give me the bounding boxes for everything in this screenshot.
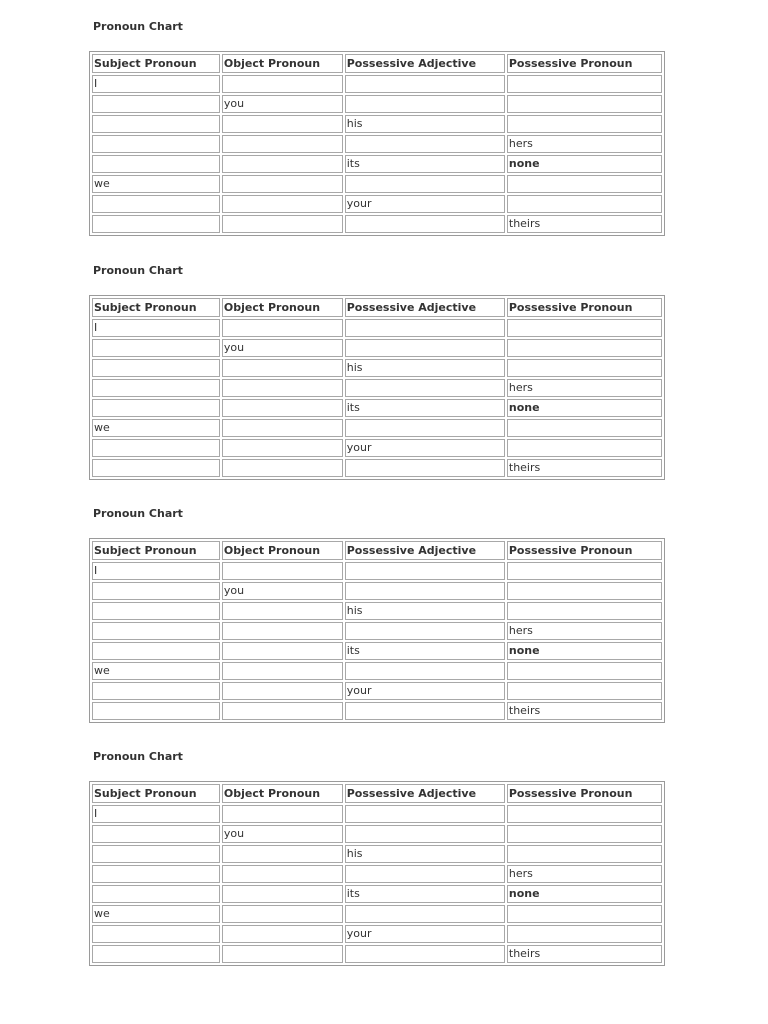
- table-row: [92, 885, 662, 903]
- cell-subject-pronoun: [92, 439, 220, 457]
- cell-subject-pronoun: [92, 95, 220, 113]
- cell-possessive-adjective: your: [345, 195, 505, 213]
- cell-subject-pronoun: I: [92, 75, 220, 93]
- table-row: [92, 825, 662, 843]
- cell-possessive-pronoun: [507, 195, 662, 213]
- pronoun-table: [89, 295, 665, 480]
- cell-object-pronoun: [222, 865, 343, 883]
- cell-object-pronoun: [222, 379, 343, 397]
- pronoun-table: [89, 51, 665, 236]
- cell-possessive-adjective: his: [345, 845, 505, 863]
- cell-possessive-pronoun: hers: [507, 865, 662, 883]
- cell-subject-pronoun: [92, 682, 220, 700]
- table-row: [92, 805, 662, 823]
- cell-subject-pronoun: we: [92, 905, 220, 923]
- table-header-row: [92, 541, 662, 560]
- cell-possessive-adjective: [345, 945, 505, 963]
- cell-possessive-adjective: [345, 825, 505, 843]
- cell-object-pronoun: [222, 622, 343, 640]
- cell-object-pronoun: [222, 562, 343, 580]
- cell-subject-pronoun: we: [92, 662, 220, 680]
- pronoun-table: [89, 781, 665, 966]
- cell-possessive-pronoun: [507, 582, 662, 600]
- cell-possessive-adjective: his: [345, 602, 505, 620]
- cell-object-pronoun: [222, 319, 343, 337]
- header-object-pronoun: Object Pronoun: [222, 541, 343, 560]
- cell-possessive-adjective: his: [345, 115, 505, 133]
- cell-object-pronoun: you: [222, 95, 343, 113]
- chart-title: Pronoun Chart: [93, 20, 183, 33]
- cell-subject-pronoun: [92, 825, 220, 843]
- cell-possessive-adjective: [345, 905, 505, 923]
- table-row: [92, 379, 662, 397]
- cell-possessive-adjective: [345, 805, 505, 823]
- cell-possessive-adjective: [345, 419, 505, 437]
- cell-possessive-pronoun: [507, 562, 662, 580]
- cell-possessive-adjective: your: [345, 439, 505, 457]
- table-row: [92, 155, 662, 173]
- cell-possessive-adjective: [345, 865, 505, 883]
- cell-object-pronoun: [222, 399, 343, 417]
- cell-possessive-pronoun: none: [507, 642, 662, 660]
- cell-object-pronoun: [222, 215, 343, 233]
- header-possessive-adjective: Possessive Adjective: [345, 541, 505, 560]
- cell-possessive-adjective: [345, 622, 505, 640]
- header-subject-pronoun: Subject Pronoun: [92, 54, 220, 73]
- header-possessive-adjective: Possessive Adjective: [345, 298, 505, 317]
- header-possessive-adjective: Possessive Adjective: [345, 54, 505, 73]
- cell-object-pronoun: [222, 905, 343, 923]
- cell-object-pronoun: [222, 702, 343, 720]
- table-row: [92, 135, 662, 153]
- cell-subject-pronoun: [92, 885, 220, 903]
- table-row: [92, 215, 662, 233]
- table-row: [92, 339, 662, 357]
- table-row: [92, 642, 662, 660]
- cell-possessive-adjective: [345, 339, 505, 357]
- cell-subject-pronoun: [92, 865, 220, 883]
- cell-possessive-adjective: [345, 562, 505, 580]
- cell-subject-pronoun: [92, 622, 220, 640]
- cell-possessive-pronoun: theirs: [507, 215, 662, 233]
- cell-possessive-pronoun: none: [507, 399, 662, 417]
- cell-subject-pronoun: [92, 702, 220, 720]
- header-possessive-adjective: Possessive Adjective: [345, 784, 505, 803]
- cell-possessive-adjective: [345, 702, 505, 720]
- cell-possessive-adjective: [345, 175, 505, 193]
- cell-possessive-pronoun: [507, 115, 662, 133]
- cell-possessive-pronoun: [507, 319, 662, 337]
- header-object-pronoun: Object Pronoun: [222, 54, 343, 73]
- cell-possessive-pronoun: [507, 95, 662, 113]
- header-possessive-pronoun: Possessive Pronoun: [507, 784, 662, 803]
- cell-subject-pronoun: we: [92, 175, 220, 193]
- table-row: [92, 562, 662, 580]
- cell-object-pronoun: [222, 75, 343, 93]
- cell-possessive-pronoun: [507, 419, 662, 437]
- cell-possessive-pronoun: [507, 602, 662, 620]
- table-row: [92, 459, 662, 477]
- cell-subject-pronoun: [92, 359, 220, 377]
- cell-object-pronoun: [222, 602, 343, 620]
- cell-possessive-adjective: [345, 95, 505, 113]
- cell-possessive-adjective: [345, 662, 505, 680]
- table-row: [92, 75, 662, 93]
- cell-object-pronoun: [222, 155, 343, 173]
- cell-subject-pronoun: I: [92, 319, 220, 337]
- table-row: [92, 439, 662, 457]
- cell-possessive-adjective: [345, 319, 505, 337]
- cell-possessive-pronoun: [507, 825, 662, 843]
- cell-subject-pronoun: [92, 642, 220, 660]
- cell-object-pronoun: [222, 135, 343, 153]
- cell-possessive-pronoun: [507, 662, 662, 680]
- header-possessive-pronoun: Possessive Pronoun: [507, 54, 662, 73]
- cell-possessive-adjective: its: [345, 642, 505, 660]
- cell-subject-pronoun: I: [92, 562, 220, 580]
- pronoun-table: [89, 538, 665, 723]
- cell-possessive-pronoun: hers: [507, 622, 662, 640]
- cell-subject-pronoun: [92, 115, 220, 133]
- cell-possessive-adjective: [345, 215, 505, 233]
- cell-subject-pronoun: [92, 845, 220, 863]
- cell-subject-pronoun: [92, 135, 220, 153]
- cell-possessive-pronoun: [507, 905, 662, 923]
- table-row: [92, 359, 662, 377]
- cell-subject-pronoun: [92, 215, 220, 233]
- cell-possessive-adjective: its: [345, 885, 505, 903]
- table-row: [92, 945, 662, 963]
- cell-object-pronoun: you: [222, 582, 343, 600]
- table-row: [92, 95, 662, 113]
- cell-possessive-pronoun: [507, 439, 662, 457]
- cell-possessive-pronoun: none: [507, 155, 662, 173]
- table-row: [92, 419, 662, 437]
- cell-possessive-adjective: your: [345, 682, 505, 700]
- header-subject-pronoun: Subject Pronoun: [92, 784, 220, 803]
- cell-object-pronoun: [222, 945, 343, 963]
- table-row: [92, 662, 662, 680]
- table-row: [92, 845, 662, 863]
- table-row: [92, 905, 662, 923]
- cell-subject-pronoun: we: [92, 419, 220, 437]
- cell-possessive-pronoun: [507, 805, 662, 823]
- table-row: [92, 195, 662, 213]
- header-possessive-pronoun: Possessive Pronoun: [507, 298, 662, 317]
- cell-object-pronoun: you: [222, 339, 343, 357]
- cell-object-pronoun: [222, 195, 343, 213]
- cell-possessive-adjective: [345, 459, 505, 477]
- table-row: [92, 175, 662, 193]
- header-object-pronoun: Object Pronoun: [222, 298, 343, 317]
- table-row: [92, 865, 662, 883]
- chart-title: Pronoun Chart: [93, 507, 183, 520]
- cell-possessive-adjective: [345, 379, 505, 397]
- cell-object-pronoun: [222, 885, 343, 903]
- table-row: [92, 602, 662, 620]
- cell-subject-pronoun: I: [92, 805, 220, 823]
- cell-subject-pronoun: [92, 195, 220, 213]
- cell-subject-pronoun: [92, 582, 220, 600]
- cell-object-pronoun: [222, 845, 343, 863]
- table-row: [92, 702, 662, 720]
- cell-object-pronoun: [222, 115, 343, 133]
- cell-possessive-adjective: [345, 75, 505, 93]
- header-object-pronoun: Object Pronoun: [222, 784, 343, 803]
- cell-possessive-adjective: [345, 582, 505, 600]
- table-row: [92, 582, 662, 600]
- cell-possessive-pronoun: [507, 682, 662, 700]
- cell-object-pronoun: [222, 419, 343, 437]
- cell-object-pronoun: [222, 175, 343, 193]
- table-row: [92, 399, 662, 417]
- cell-subject-pronoun: [92, 459, 220, 477]
- cell-possessive-adjective: your: [345, 925, 505, 943]
- cell-subject-pronoun: [92, 155, 220, 173]
- cell-possessive-pronoun: theirs: [507, 702, 662, 720]
- cell-subject-pronoun: [92, 945, 220, 963]
- chart-title: Pronoun Chart: [93, 264, 183, 277]
- cell-subject-pronoun: [92, 339, 220, 357]
- cell-possessive-pronoun: [507, 339, 662, 357]
- cell-possessive-pronoun: [507, 175, 662, 193]
- cell-possessive-pronoun: [507, 925, 662, 943]
- cell-possessive-adjective: its: [345, 155, 505, 173]
- cell-object-pronoun: [222, 805, 343, 823]
- cell-object-pronoun: [222, 642, 343, 660]
- cell-object-pronoun: [222, 359, 343, 377]
- table-row: [92, 682, 662, 700]
- chart-title: Pronoun Chart: [93, 750, 183, 763]
- table-row: [92, 115, 662, 133]
- cell-possessive-adjective: his: [345, 359, 505, 377]
- table-header-row: [92, 54, 662, 73]
- cell-possessive-adjective: its: [345, 399, 505, 417]
- cell-possessive-pronoun: theirs: [507, 945, 662, 963]
- header-subject-pronoun: Subject Pronoun: [92, 541, 220, 560]
- cell-object-pronoun: [222, 662, 343, 680]
- cell-possessive-pronoun: theirs: [507, 459, 662, 477]
- cell-object-pronoun: [222, 925, 343, 943]
- table-header-row: [92, 784, 662, 803]
- cell-possessive-pronoun: [507, 845, 662, 863]
- table-row: [92, 319, 662, 337]
- table-row: [92, 622, 662, 640]
- table-header-row: [92, 298, 662, 317]
- header-possessive-pronoun: Possessive Pronoun: [507, 541, 662, 560]
- header-subject-pronoun: Subject Pronoun: [92, 298, 220, 317]
- cell-subject-pronoun: [92, 379, 220, 397]
- cell-object-pronoun: [222, 439, 343, 457]
- cell-possessive-pronoun: hers: [507, 379, 662, 397]
- cell-possessive-pronoun: [507, 359, 662, 377]
- cell-possessive-pronoun: hers: [507, 135, 662, 153]
- cell-object-pronoun: you: [222, 825, 343, 843]
- table-row: [92, 925, 662, 943]
- cell-subject-pronoun: [92, 602, 220, 620]
- cell-object-pronoun: [222, 459, 343, 477]
- cell-possessive-adjective: [345, 135, 505, 153]
- cell-subject-pronoun: [92, 399, 220, 417]
- cell-possessive-pronoun: none: [507, 885, 662, 903]
- cell-possessive-pronoun: [507, 75, 662, 93]
- cell-object-pronoun: [222, 682, 343, 700]
- cell-subject-pronoun: [92, 925, 220, 943]
